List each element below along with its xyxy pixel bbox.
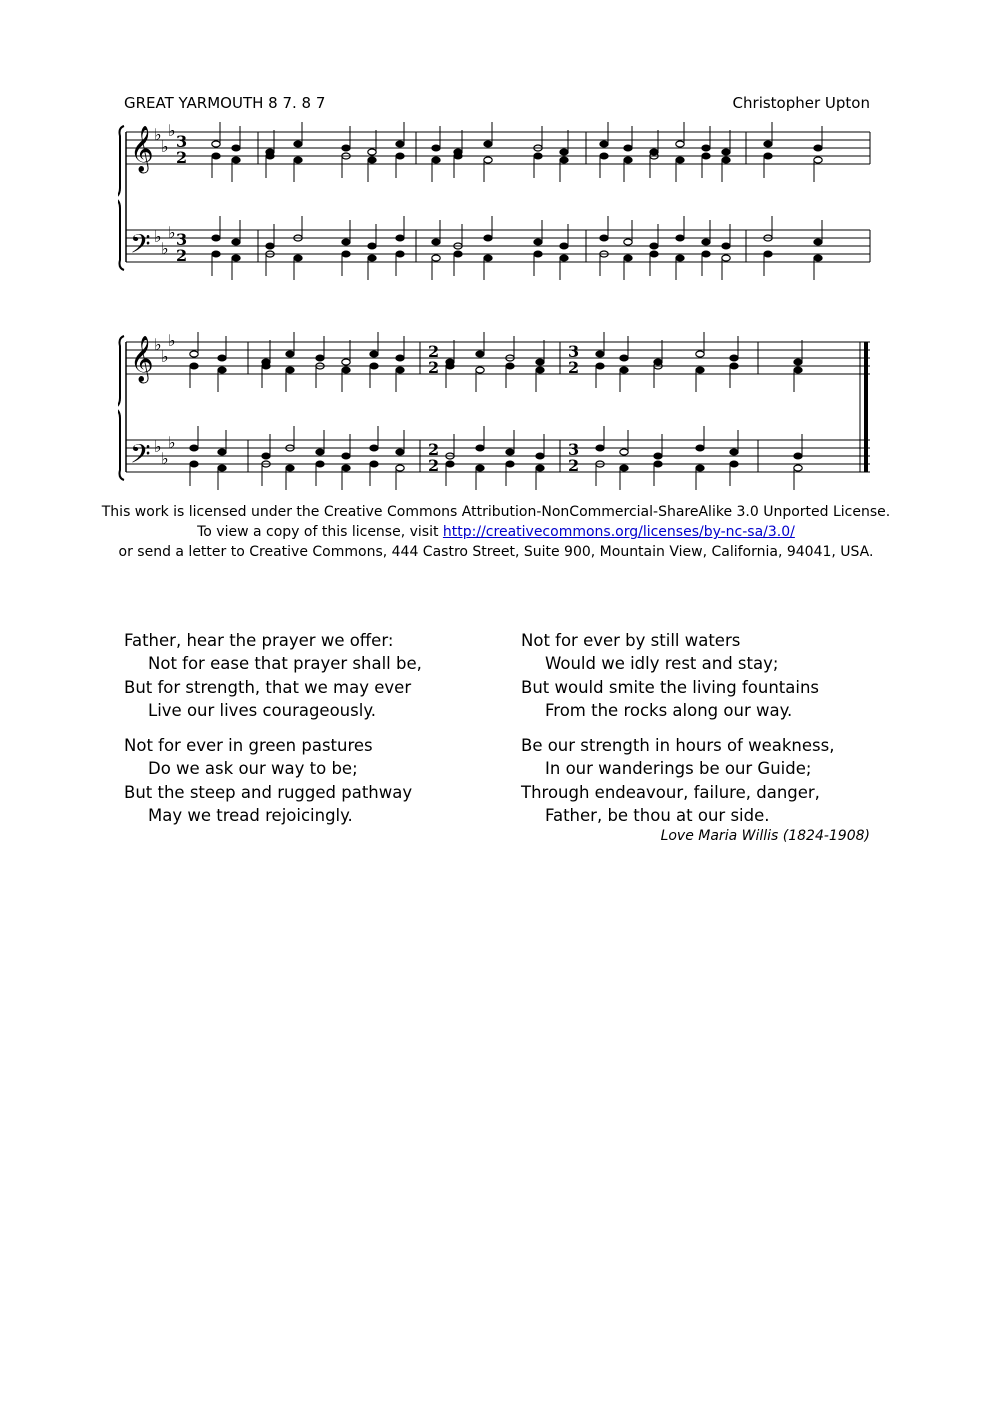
note-head xyxy=(294,141,302,147)
note-head xyxy=(368,255,376,261)
note-head xyxy=(342,251,350,257)
svg-text:♭: ♭ xyxy=(154,437,162,456)
note-head xyxy=(730,449,738,455)
note-head xyxy=(396,367,404,373)
note-head xyxy=(624,239,632,245)
note-head xyxy=(560,255,568,261)
note-head xyxy=(536,465,544,471)
note-head xyxy=(696,351,704,357)
note-head xyxy=(342,367,350,373)
note-head xyxy=(476,465,484,471)
note-head xyxy=(190,351,198,357)
note-head xyxy=(262,453,270,459)
note-head xyxy=(396,235,404,241)
time-signature-top-bass: 3 xyxy=(568,440,580,459)
license-line: To view a copy of this license, visit http://creativecommons.org/licenses/by-nc-sa/3.0/ xyxy=(197,524,795,540)
note-head xyxy=(654,453,662,459)
time-signature-top: 2 xyxy=(428,342,440,361)
note-head xyxy=(432,157,440,163)
note-head xyxy=(730,355,738,361)
note-head xyxy=(536,359,544,365)
note-head xyxy=(484,255,492,261)
note-head xyxy=(484,157,492,163)
note-head xyxy=(600,141,608,147)
note-head xyxy=(534,239,542,245)
note-head xyxy=(560,157,568,163)
note-head xyxy=(218,355,226,361)
note-head xyxy=(368,149,376,155)
svg-text:♭: ♭ xyxy=(168,121,176,140)
svg-text:𝄢: 𝄢 xyxy=(130,438,151,476)
verse-line: From the rocks along our way. xyxy=(545,700,793,720)
note-head xyxy=(696,445,704,451)
note-head xyxy=(814,255,822,261)
note-head xyxy=(342,239,350,245)
note-head xyxy=(722,255,730,261)
time-signature-bottom-bass: 2 xyxy=(176,246,188,265)
note-head xyxy=(814,157,822,163)
verse-line: May we tread rejoicingly. xyxy=(148,805,353,825)
note-head xyxy=(536,453,544,459)
note-head xyxy=(730,363,738,369)
note-head xyxy=(232,145,240,151)
note-head xyxy=(506,449,514,455)
note-head xyxy=(676,157,684,163)
note-head xyxy=(316,355,324,361)
note-head xyxy=(620,465,628,471)
note-head xyxy=(730,461,738,467)
note-head xyxy=(286,351,294,357)
composer-name: Christopher Upton xyxy=(732,94,870,112)
note-head xyxy=(190,445,198,451)
svg-text:♭: ♭ xyxy=(154,227,162,246)
note-head xyxy=(596,363,604,369)
time-signature-top-bass: 2 xyxy=(428,440,440,459)
note-head xyxy=(764,153,772,159)
note-head xyxy=(342,453,350,459)
bass-clef xyxy=(130,438,151,476)
verse-line: Not for ever in green pastures xyxy=(124,736,373,755)
note-head xyxy=(534,153,542,159)
note-head xyxy=(286,465,294,471)
verse-line: Not for ease that prayer shall be, xyxy=(148,654,422,674)
note-head xyxy=(794,359,802,365)
note-head xyxy=(722,243,730,249)
note-head xyxy=(624,145,632,151)
note-head xyxy=(446,363,454,369)
time-signature-bottom: 2 xyxy=(428,358,440,377)
note-head xyxy=(316,461,324,467)
note-head xyxy=(218,367,226,373)
note-head xyxy=(794,367,802,373)
note-head xyxy=(342,465,350,471)
note-head xyxy=(432,145,440,151)
verse-line: Father, hear the prayer we offer: xyxy=(124,631,394,650)
note-head xyxy=(212,153,220,159)
note-head xyxy=(620,367,628,373)
note-head xyxy=(294,255,302,261)
tune-title: GREAT YARMOUTH 8 7. 8 7 xyxy=(124,94,326,112)
note-head xyxy=(702,239,710,245)
note-head xyxy=(286,367,294,373)
note-head xyxy=(342,359,350,365)
verse-line: Do we ask our way to be; xyxy=(148,759,358,779)
note-head xyxy=(814,239,822,245)
note-head xyxy=(702,145,710,151)
time-signature-bottom: 2 xyxy=(176,148,188,167)
note-head xyxy=(316,449,324,455)
note-head xyxy=(560,243,568,249)
note-head xyxy=(534,251,542,257)
note-head xyxy=(600,153,608,159)
note-head xyxy=(232,255,240,261)
verse-line: Father, be thou at our side. xyxy=(545,805,770,825)
note-head xyxy=(266,153,274,159)
note-head xyxy=(676,141,684,147)
svg-text:♭: ♭ xyxy=(154,335,162,354)
note-head xyxy=(218,465,226,471)
music-system-2 xyxy=(118,328,878,500)
hymn-author: Love Maria Willis (1824-1908) xyxy=(660,828,870,844)
note-head xyxy=(764,141,772,147)
note-head xyxy=(654,461,662,467)
note-head xyxy=(454,251,462,257)
note-head xyxy=(696,367,704,373)
time-signature-bottom: 2 xyxy=(568,358,580,377)
note-head xyxy=(370,351,378,357)
time-signature-top: 3 xyxy=(568,342,580,361)
note-head xyxy=(342,145,350,151)
note-head xyxy=(506,363,514,369)
verse-line: Would we idly rest and stay; xyxy=(545,654,779,674)
note-head xyxy=(476,367,484,373)
svg-text:𝄞: 𝄞 xyxy=(130,126,154,172)
brace xyxy=(118,126,124,270)
verse-line: Not for ever by still waters xyxy=(521,631,741,650)
verse-line: But the steep and rugged pathway xyxy=(124,782,413,802)
note-head xyxy=(396,449,404,455)
note-head xyxy=(476,445,484,451)
note-head xyxy=(396,153,404,159)
note-head xyxy=(190,461,198,467)
note-head xyxy=(696,465,704,471)
license-notice xyxy=(0,502,992,562)
bass-clef xyxy=(130,228,151,266)
note-head xyxy=(596,445,604,451)
verse-line: Be our strength in hours of weakness, xyxy=(521,736,835,755)
note-head xyxy=(600,235,608,241)
verse-4 xyxy=(521,734,834,827)
svg-text:𝄢: 𝄢 xyxy=(130,228,151,266)
note-head xyxy=(620,449,628,455)
brace xyxy=(118,336,124,480)
note-head xyxy=(764,251,772,257)
note-head xyxy=(650,251,658,257)
note-head xyxy=(722,157,730,163)
note-head xyxy=(794,453,802,459)
music-system-1 xyxy=(118,118,878,293)
note-head xyxy=(232,157,240,163)
note-head xyxy=(370,363,378,369)
note-head xyxy=(370,445,378,451)
note-head xyxy=(396,141,404,147)
treble-clef xyxy=(130,336,154,384)
svg-text:♭: ♭ xyxy=(161,449,169,468)
note-head xyxy=(190,363,198,369)
note-head xyxy=(722,149,730,155)
treble-clef xyxy=(130,126,154,174)
note-head xyxy=(446,461,454,467)
svg-text:♭: ♭ xyxy=(154,125,162,144)
verse-line: But for strength, that we may ever xyxy=(124,677,412,697)
note-head xyxy=(370,461,378,467)
time-signature-bottom-bass: 2 xyxy=(568,456,580,475)
note-head xyxy=(212,251,220,257)
note-head xyxy=(620,355,628,361)
note-head xyxy=(396,251,404,257)
note-head xyxy=(262,363,270,369)
note-head xyxy=(396,355,404,361)
note-head xyxy=(484,141,492,147)
svg-text:♭: ♭ xyxy=(168,331,176,350)
note-head xyxy=(212,141,220,147)
verse-line: Through endeavour, failure, danger, xyxy=(521,782,820,802)
svg-text:♭: ♭ xyxy=(161,347,169,366)
key-signature-flats xyxy=(154,331,176,468)
verse-2 xyxy=(124,734,412,827)
note-head xyxy=(294,157,302,163)
note-head xyxy=(232,239,240,245)
note-head xyxy=(624,157,632,163)
verse-line: Live our lives courageously. xyxy=(148,700,376,720)
verse-line: But would smite the living fountains xyxy=(521,677,820,697)
time-signature-bottom-bass: 2 xyxy=(428,456,440,475)
verse-line: In our wanderings be our Guide; xyxy=(545,759,812,779)
barlines xyxy=(126,342,866,472)
note-head xyxy=(702,153,710,159)
note-head xyxy=(432,239,440,245)
note-head xyxy=(368,157,376,163)
note-head xyxy=(814,145,822,151)
note-head xyxy=(676,235,684,241)
svg-text:♭: ♭ xyxy=(161,137,169,156)
svg-text:𝄞: 𝄞 xyxy=(130,336,154,382)
note-head xyxy=(702,251,710,257)
note-head xyxy=(506,461,514,467)
note-head xyxy=(218,449,226,455)
note-head xyxy=(454,153,462,159)
license-line: or send a letter to Creative Commons, 444 Castro Street, Suite 900, Mountain View, California, 94041, USA. xyxy=(118,544,874,560)
time-signature-top: 3 xyxy=(176,132,188,151)
note-head xyxy=(560,149,568,155)
note-head xyxy=(650,243,658,249)
time-signature-top-bass: 3 xyxy=(176,230,188,249)
key-signature-flats xyxy=(154,121,176,258)
note-head xyxy=(794,465,802,471)
license-line: This work is licensed under the Creative Commons Attribution-NonCommercial-ShareAlike 3.0 Unported License. xyxy=(101,504,891,520)
note-head xyxy=(484,235,492,241)
note-head xyxy=(212,235,220,241)
note-head xyxy=(368,243,376,249)
note-head xyxy=(624,255,632,261)
svg-text:♭: ♭ xyxy=(168,223,176,242)
note-head xyxy=(432,255,440,261)
verse-1 xyxy=(124,629,422,722)
svg-text:♭: ♭ xyxy=(168,433,176,452)
note-head xyxy=(676,255,684,261)
verse-3 xyxy=(521,629,819,722)
note-head xyxy=(396,465,404,471)
svg-text:♭: ♭ xyxy=(161,239,169,258)
note-head xyxy=(476,351,484,357)
license-link[interactable]: http://creativecommons.org/licenses/by-nc-sa/3.0/ xyxy=(442,524,795,540)
note-head xyxy=(536,367,544,373)
note-head xyxy=(596,351,604,357)
note-head xyxy=(266,243,274,249)
